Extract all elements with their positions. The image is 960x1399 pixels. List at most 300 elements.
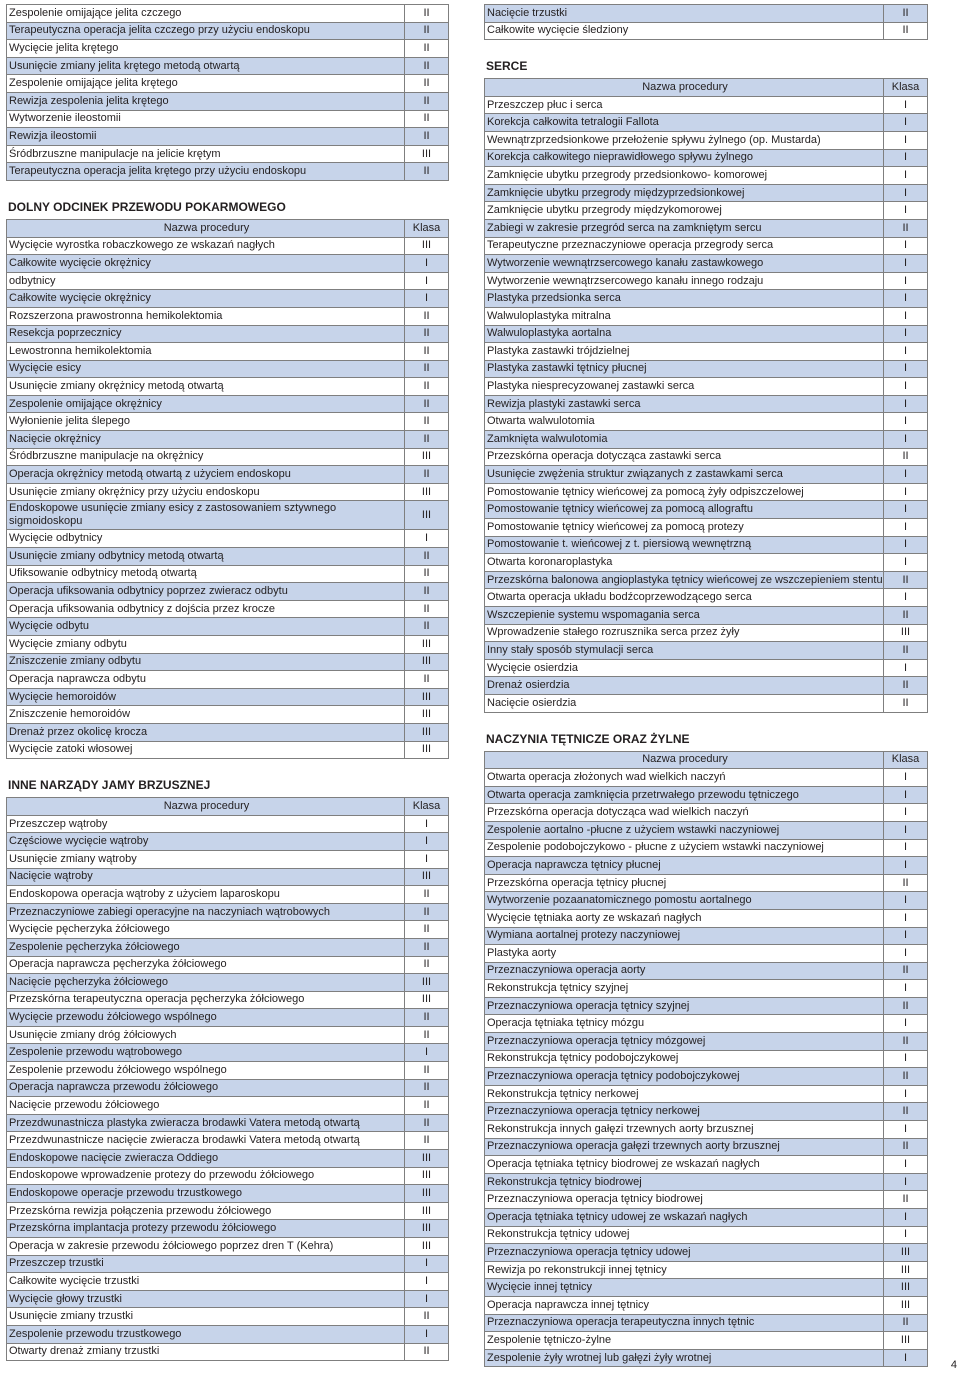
table-row xyxy=(7,272,449,290)
procedure-name: Korekcja całkowitego nieprawidłowego spływu żylnego xyxy=(485,149,884,167)
table-row xyxy=(7,40,449,58)
procedure-class: II xyxy=(405,548,449,566)
table-row xyxy=(7,1202,449,1220)
procedure-class: III xyxy=(405,1150,449,1168)
procedure-class: III xyxy=(405,868,449,886)
procedure-name: Otwarta operacja zamknięcia przetrwałego przewodu tętniczego xyxy=(485,786,884,804)
table-row xyxy=(485,501,928,519)
procedure-class: II xyxy=(405,938,449,956)
table-row xyxy=(7,110,449,128)
procedure-class: II xyxy=(405,886,449,904)
table-row xyxy=(485,1103,928,1121)
procedure-name: odbytnicy xyxy=(7,272,405,290)
procedure-class: II xyxy=(405,395,449,413)
procedure-class: II xyxy=(405,1343,449,1361)
table-row xyxy=(7,636,449,654)
procedure-name: Zespolenie podobojczykowo - płucne z użyciem wstawki naczyniowej xyxy=(485,839,884,857)
table-row xyxy=(7,255,449,273)
procedure-class: I xyxy=(884,980,928,998)
table-row xyxy=(485,483,928,501)
procedure-name: Endoskopowe nacięcie zwieracza Oddiego xyxy=(7,1150,405,1168)
procedure-name: Operacja okrężnicy metodą otwartą z użyciem endoskopu xyxy=(7,466,405,484)
procedure-class: II xyxy=(405,583,449,601)
table-row xyxy=(485,5,928,23)
procedure-name: Przeznaczyniowa operacja aorty xyxy=(485,962,884,980)
procedure-name: Wycięcie głowy trzustki xyxy=(7,1290,405,1308)
procedure-class: II xyxy=(405,57,449,75)
procedure-class: II xyxy=(405,40,449,58)
procedure-name: Wycięcie wyrostka robaczkowego ze wskazań nagłych xyxy=(7,237,405,255)
procedure-name: Ufiksowanie odbytnicy metodą otwartą xyxy=(7,565,405,583)
table-row xyxy=(485,290,928,308)
procedure-name: Zespolenie przewodu trzustkowego xyxy=(7,1325,405,1343)
table-row xyxy=(7,1150,449,1168)
procedure-name: Usunięcie zmiany okrężnicy metodą otwartą xyxy=(7,378,405,396)
procedure-class: I xyxy=(405,530,449,548)
procedure-name: Śródbrzuszne manipulacje na jelicie krętym xyxy=(7,145,405,163)
procedure-class: I xyxy=(405,255,449,273)
procedure-class: II xyxy=(405,466,449,484)
procedure-name: Wycięcie zatoki włosowej xyxy=(7,741,405,759)
procedure-class: II xyxy=(405,5,449,23)
procedure-name: Zniszczenie hemoroidów xyxy=(7,706,405,724)
procedure-class: II xyxy=(405,1308,449,1326)
table-row xyxy=(485,1244,928,1262)
procedure-name: Usunięcie zwężenia struktur związanych z zastawkami serca xyxy=(485,466,884,484)
table-row xyxy=(485,589,928,607)
procedure-name: Lewostronna hemikolektomia xyxy=(7,343,405,361)
procedure-class: I xyxy=(884,554,928,572)
procedure-name: Pomostowanie t. wieńcowej z t. piersiową wewnętrzną xyxy=(485,536,884,554)
table-row xyxy=(7,991,449,1009)
procedure-class: II xyxy=(405,1062,449,1080)
procedure-name: Plastyka zastawki trójdzielnej xyxy=(485,343,884,361)
procedure-name: Nacięcie osierdzia xyxy=(485,694,884,712)
procedure-class: I xyxy=(884,237,928,255)
table-row xyxy=(485,997,928,1015)
procedure-name: Rozszerzona prawostronna hemikolektomia xyxy=(7,307,405,325)
procedure-class: II xyxy=(405,1009,449,1027)
procedure-table-vessels xyxy=(484,751,928,1368)
table-row xyxy=(485,237,928,255)
table-row xyxy=(485,413,928,431)
procedure-class: II xyxy=(884,1191,928,1209)
table-row xyxy=(7,1167,449,1185)
procedure-name: Wycięcie tętniaka aorty ze wskazań nagłych xyxy=(485,909,884,927)
column-header-name: Nazwa procedury xyxy=(7,219,405,237)
procedure-name: Rekonstrukcja tętnicy nerkowej xyxy=(485,1085,884,1103)
procedure-class: II xyxy=(884,962,928,980)
table-row xyxy=(7,618,449,636)
procedure-class: I xyxy=(884,1015,928,1033)
table-row xyxy=(7,307,449,325)
procedure-class: II xyxy=(405,92,449,110)
procedure-name: Wytworzenie wewnątrzsercowego kanału innego rodzaju xyxy=(485,272,884,290)
procedure-name: Rewizja plastyki zastawki serca xyxy=(485,395,884,413)
procedure-name: Przeznaczyniowe zabiegi operacyjne na naczyniach wątrobowych xyxy=(7,903,405,921)
procedure-name: Nacięcie trzustki xyxy=(485,5,884,23)
procedure-class: I xyxy=(884,131,928,149)
procedure-name: Zespolenie omijające jelita krętego xyxy=(7,75,405,93)
procedure-class: II xyxy=(884,448,928,466)
procedure-class: III xyxy=(405,1185,449,1203)
procedure-name: Wycięcie esicy xyxy=(7,360,405,378)
table-row xyxy=(7,974,449,992)
procedure-name: Zespolenie tętniczo-żylne xyxy=(485,1332,884,1350)
table-row xyxy=(7,1009,449,1027)
table-row xyxy=(485,1138,928,1156)
procedure-name: Całkowite wycięcie okrężnicy xyxy=(7,290,405,308)
section-title-vessels: NACZYNIA TĘTNICZE ORAZ ŻYLNE xyxy=(486,731,690,746)
table-row xyxy=(485,255,928,273)
table-row xyxy=(485,980,928,998)
procedure-class: III xyxy=(405,741,449,759)
table-row xyxy=(7,1308,449,1326)
table-row xyxy=(7,671,449,689)
table-row xyxy=(7,128,449,146)
procedure-name: Wycięcie hemoroidów xyxy=(7,688,405,706)
table-row xyxy=(485,395,928,413)
procedure-class: II xyxy=(405,1026,449,1044)
procedure-class: III xyxy=(884,1296,928,1314)
procedure-class: I xyxy=(884,360,928,378)
table-row xyxy=(485,96,928,114)
procedure-class: I xyxy=(405,1273,449,1291)
procedure-table-top-left xyxy=(6,4,449,181)
procedure-class: II xyxy=(884,571,928,589)
table-row xyxy=(7,956,449,974)
procedure-name: Korekcja całkowita tetralogii Fallota xyxy=(485,114,884,132)
procedure-name: Przeszczep płuc i serca xyxy=(485,96,884,114)
procedure-class: II xyxy=(884,1033,928,1051)
column-header-name: Nazwa procedury xyxy=(485,79,884,97)
procedure-class: II xyxy=(884,5,928,23)
procedure-name: Rewizja po rekonstrukcji innej tętnicy xyxy=(485,1261,884,1279)
procedure-class: III xyxy=(405,991,449,1009)
procedure-name: Przeznaczyniowa operacja terapeutyczna innych tętnic xyxy=(485,1314,884,1332)
procedure-class: III xyxy=(884,1332,928,1350)
table-row xyxy=(7,431,449,449)
procedure-class: I xyxy=(884,413,928,431)
procedure-name: Zespolenie aortalno -płucne z użyciem wstawki naczyniowej xyxy=(485,821,884,839)
procedure-name: Zespolenie żyły wrotnej lub gałęzi żyły wrotnej xyxy=(485,1349,884,1367)
procedure-name: Plastyka przedsionka serca xyxy=(485,290,884,308)
table-row xyxy=(485,607,928,625)
table-row xyxy=(7,395,449,413)
table-row xyxy=(7,1097,449,1115)
table-row xyxy=(7,1238,449,1256)
procedure-name: Zamknięcie ubytku przegrody międzyprzedsionkowej xyxy=(485,184,884,202)
procedure-name: Usunięcie zmiany okrężnicy przy użyciu endoskopu xyxy=(7,483,405,501)
procedure-class: II xyxy=(405,903,449,921)
table-row xyxy=(7,325,449,343)
procedure-class: III xyxy=(405,723,449,741)
procedure-name: Otwarta koronaroplastyka xyxy=(485,554,884,572)
table-row xyxy=(485,945,928,963)
procedure-name: Przeznaczyniowa operacja tętnicy nerkowej xyxy=(485,1103,884,1121)
table-row xyxy=(485,1191,928,1209)
procedure-class: II xyxy=(405,671,449,689)
procedure-class: I xyxy=(884,1209,928,1227)
procedure-class: I xyxy=(405,850,449,868)
table-row xyxy=(485,804,928,822)
procedure-class: I xyxy=(884,659,928,677)
procedure-class: I xyxy=(884,272,928,290)
table-row xyxy=(7,1325,449,1343)
table-row xyxy=(7,583,449,601)
procedure-name: Nacięcie przewodu żółciowego xyxy=(7,1097,405,1115)
section-title-lower-gi: DOLNY ODCINEK PRZEWODU POKARMOWEGO xyxy=(8,199,286,214)
procedure-name: Otwarta walwulotomia xyxy=(485,413,884,431)
procedure-name: Plastyka zastawki tętnicy płucnej xyxy=(485,360,884,378)
table-row xyxy=(7,378,449,396)
procedure-name: Całkowite wycięcie okrężnicy xyxy=(7,255,405,273)
procedure-class: II xyxy=(884,642,928,660)
table-row xyxy=(7,163,449,181)
procedure-name: Otwarty drenaż zmiany trzustki xyxy=(7,1343,405,1361)
table-row xyxy=(485,659,928,677)
procedure-class: I xyxy=(884,1156,928,1174)
procedure-class: I xyxy=(884,307,928,325)
procedure-name: Przezskórna implantacja protezy przewodu żółciowego xyxy=(7,1220,405,1238)
procedure-class: I xyxy=(884,1173,928,1191)
table-row xyxy=(7,1132,449,1150)
procedure-name: Resekcja poprzecznicy xyxy=(7,325,405,343)
procedure-class: II xyxy=(405,956,449,974)
procedure-name: Otwarta operacja złożonych wad wielkich naczyń xyxy=(485,769,884,787)
procedure-class: I xyxy=(884,149,928,167)
procedure-name: Pomostowanie tętnicy wieńcowej za pomocą allograftu xyxy=(485,501,884,519)
procedure-name: Zabiegi w zakresie przegród serca na zamkniętym sercu xyxy=(485,219,884,237)
procedure-name: Drenaż osierdzia xyxy=(485,677,884,695)
procedure-name: Zespolenie omijające okrężnicy xyxy=(7,395,405,413)
table-row xyxy=(7,413,449,431)
procedure-class: I xyxy=(884,255,928,273)
procedure-name: Nacięcie okrężnicy xyxy=(7,431,405,449)
procedure-class: III xyxy=(405,145,449,163)
procedure-name: Wytworzenie wewnątrzsercowego kanału zastawkowego xyxy=(485,255,884,273)
table-row xyxy=(485,1085,928,1103)
table-row xyxy=(7,1290,449,1308)
table-row xyxy=(7,1114,449,1132)
table-row xyxy=(485,219,928,237)
column-header-name: Nazwa procedury xyxy=(485,751,884,769)
procedure-name: Endoskopowe usunięcie zmiany esicy z zastosowaniem sztywnego sigmoidoskopu xyxy=(7,501,405,530)
procedure-class: I xyxy=(884,167,928,185)
procedure-name: Pomostowanie tętnicy wieńcowej za pomocą żyły odpiszczelowej xyxy=(485,483,884,501)
procedure-name: Endoskopowe wprowadzenie protezy do przewodu żółciowego xyxy=(7,1167,405,1185)
table-row xyxy=(485,184,928,202)
procedure-name: Zamknięta walwulotomia xyxy=(485,431,884,449)
table-header xyxy=(7,219,449,237)
table-row xyxy=(485,1332,928,1350)
procedure-class: III xyxy=(884,1279,928,1297)
table-row xyxy=(485,431,928,449)
procedure-table-top-right xyxy=(484,4,928,40)
table-row xyxy=(485,874,928,892)
table-row xyxy=(7,5,449,23)
procedure-class: III xyxy=(405,448,449,466)
column-header-name: Nazwa procedury xyxy=(7,798,405,816)
procedure-name: Terapeutyczne przeznaczyniowe operacja przegrody serca xyxy=(485,237,884,255)
table-row xyxy=(485,1226,928,1244)
procedure-name: Zniszczenie zmiany odbytu xyxy=(7,653,405,671)
procedure-name: Wszczepienie systemu wspomagania serca xyxy=(485,607,884,625)
procedure-class: II xyxy=(405,431,449,449)
procedure-name: Walwuloplastyka mitralna xyxy=(485,307,884,325)
procedure-name: Wycięcie jelita krętego xyxy=(7,40,405,58)
procedure-class: II xyxy=(884,1138,928,1156)
procedure-name: Otwarta operacja układu bodźcoprzewodzącego serca xyxy=(485,589,884,607)
procedure-name: Walwuloplastyka aortalna xyxy=(485,325,884,343)
table-row xyxy=(7,483,449,501)
procedure-name: Przeznaczyniowa operacja tętnicy mózgowej xyxy=(485,1033,884,1051)
procedure-class: I xyxy=(884,343,928,361)
procedure-class: I xyxy=(884,1349,928,1367)
procedure-name: Operacja tętniaka tętnicy biodrowej ze wskazań nagłych xyxy=(485,1156,884,1174)
table-row xyxy=(485,1296,928,1314)
procedure-name: Rewizja zespolenia jelita krętego xyxy=(7,92,405,110)
procedure-name: Operacja naprawcza innej tętnicy xyxy=(485,1296,884,1314)
table-row xyxy=(485,554,928,572)
column-header-class: Klasa xyxy=(884,79,928,97)
procedure-class: I xyxy=(884,589,928,607)
procedure-class: II xyxy=(884,997,928,1015)
table-row xyxy=(7,1079,449,1097)
procedure-name: Terapeutyczna operacja jelita krętego przy użyciu endoskopu xyxy=(7,163,405,181)
procedure-name: Usunięcie zmiany trzustki xyxy=(7,1308,405,1326)
procedure-class: I xyxy=(884,804,928,822)
procedure-name: Operacja ufiksowania odbytnicy poprzez zwieracz odbytu xyxy=(7,583,405,601)
procedure-class: I xyxy=(884,290,928,308)
table-row xyxy=(7,938,449,956)
procedure-class: II xyxy=(405,22,449,40)
table-row xyxy=(7,903,449,921)
procedure-name: Operacja naprawcza pęcherzyka żółciowego xyxy=(7,956,405,974)
table-row xyxy=(485,624,928,642)
column-header-class: Klasa xyxy=(884,751,928,769)
table-row xyxy=(7,448,449,466)
procedure-name: Terapeutyczna operacja jelita czczego przy użyciu endoskopu xyxy=(7,22,405,40)
table-row xyxy=(7,92,449,110)
table-row xyxy=(485,378,928,396)
procedure-class: II xyxy=(405,600,449,618)
procedure-name: Częściowe wycięcie wątroby xyxy=(7,833,405,851)
procedure-name: Wprowadzenie stałego rozrusznika serca przez żyły xyxy=(485,624,884,642)
procedure-name: Usunięcie zmiany jelita krętego metodą otwartą xyxy=(7,57,405,75)
procedure-name: Wytworzenie ileostomii xyxy=(7,110,405,128)
procedure-table-lower-gi xyxy=(6,219,449,759)
procedure-class: I xyxy=(884,431,928,449)
procedure-class: III xyxy=(405,237,449,255)
procedure-class: II xyxy=(405,1079,449,1097)
procedure-name: Zamknięcie ubytku przegrody przedsionkowo- komorowej xyxy=(485,167,884,185)
procedure-name: Wytworzenie pozaanatomicznego pomostu aortalnego xyxy=(485,892,884,910)
procedure-name: Całkowite wycięcie śledziony xyxy=(485,22,884,40)
procedure-name: Rewizja ileostomii xyxy=(7,128,405,146)
procedure-class: I xyxy=(405,290,449,308)
procedure-name: Śródbrzuszne manipulacje na okrężnicy xyxy=(7,448,405,466)
procedure-name: Przezskórna operacja dotycząca wad wielkich naczyń xyxy=(485,804,884,822)
procedure-class: I xyxy=(405,272,449,290)
procedure-name: Drenaż przez okolicę krocza xyxy=(7,723,405,741)
procedure-class: II xyxy=(405,360,449,378)
procedure-class: II xyxy=(884,677,928,695)
procedure-class: III xyxy=(405,974,449,992)
procedure-class: I xyxy=(884,483,928,501)
procedure-name: Zespolenie omijające jelita czczego xyxy=(7,5,405,23)
procedure-name: Operacja naprawcza tętnicy płucnej xyxy=(485,857,884,875)
procedure-class: III xyxy=(884,1261,928,1279)
procedure-class: III xyxy=(405,636,449,654)
procedure-name: Przeszczep wątroby xyxy=(7,815,405,833)
procedure-name: Operacja ufiksowania odbytnicy z dojścia przez krocze xyxy=(7,600,405,618)
table-row xyxy=(7,360,449,378)
procedure-name: Przezdwunastnicza plastyka zwieracza brodawki Vatera metodą otwartą xyxy=(7,1114,405,1132)
table-row xyxy=(485,536,928,554)
table-row xyxy=(485,909,928,927)
section-title-abdominal: INNE NARZĄDY JAMY BRZUSZNEJ xyxy=(8,778,211,793)
table-row xyxy=(485,769,928,787)
table-row xyxy=(485,694,928,712)
table-row xyxy=(485,821,928,839)
table-row xyxy=(485,114,928,132)
table-row xyxy=(7,565,449,583)
procedure-class: III xyxy=(405,688,449,706)
procedure-name: Wycięcie odbytu xyxy=(7,618,405,636)
table-row xyxy=(485,131,928,149)
table-row xyxy=(7,548,449,566)
table-row xyxy=(7,530,449,548)
table-row xyxy=(7,741,449,759)
procedure-class: I xyxy=(884,769,928,787)
table-row xyxy=(485,642,928,660)
procedure-name: Usunięcie zmiany wątroby xyxy=(7,850,405,868)
procedure-name: Zamknięcie ubytku przegrody międzykomorowej xyxy=(485,202,884,220)
table-header xyxy=(485,79,928,97)
table-row xyxy=(7,237,449,255)
table-row xyxy=(7,833,449,851)
procedure-class: I xyxy=(884,1226,928,1244)
procedure-class: II xyxy=(405,307,449,325)
procedure-class: I xyxy=(884,519,928,537)
procedure-class: I xyxy=(884,839,928,857)
procedure-class: II xyxy=(884,1314,928,1332)
procedure-class: I xyxy=(884,1050,928,1068)
table-header xyxy=(485,751,928,769)
procedure-class: III xyxy=(405,1238,449,1256)
procedure-class: II xyxy=(884,219,928,237)
table-row xyxy=(485,1314,928,1332)
procedure-name: Przezskórna balonowa angioplastyka tętnicy wieńcowej ze wszczepieniem stentu xyxy=(485,571,884,589)
procedure-name: Zespolenie przewodu żółciowego wspólnego xyxy=(7,1062,405,1080)
procedure-name: Pomostowanie tętnicy wieńcowej za pomocą protezy xyxy=(485,519,884,537)
procedure-class: II xyxy=(405,1097,449,1115)
procedure-class: II xyxy=(405,618,449,636)
procedure-class: I xyxy=(884,857,928,875)
procedure-class: I xyxy=(405,833,449,851)
procedure-name: Operacja tętniaka tętnicy udowej ze wskazań nagłych xyxy=(485,1209,884,1227)
table-row xyxy=(485,571,928,589)
table-row xyxy=(485,892,928,910)
table-row xyxy=(485,1349,928,1367)
table-row xyxy=(485,1279,928,1297)
procedure-class: I xyxy=(884,892,928,910)
procedure-class: II xyxy=(405,565,449,583)
procedure-class: I xyxy=(884,909,928,927)
table-row xyxy=(7,1220,449,1238)
procedure-name: Plastyka niesprecyzowanej zastawki serca xyxy=(485,378,884,396)
